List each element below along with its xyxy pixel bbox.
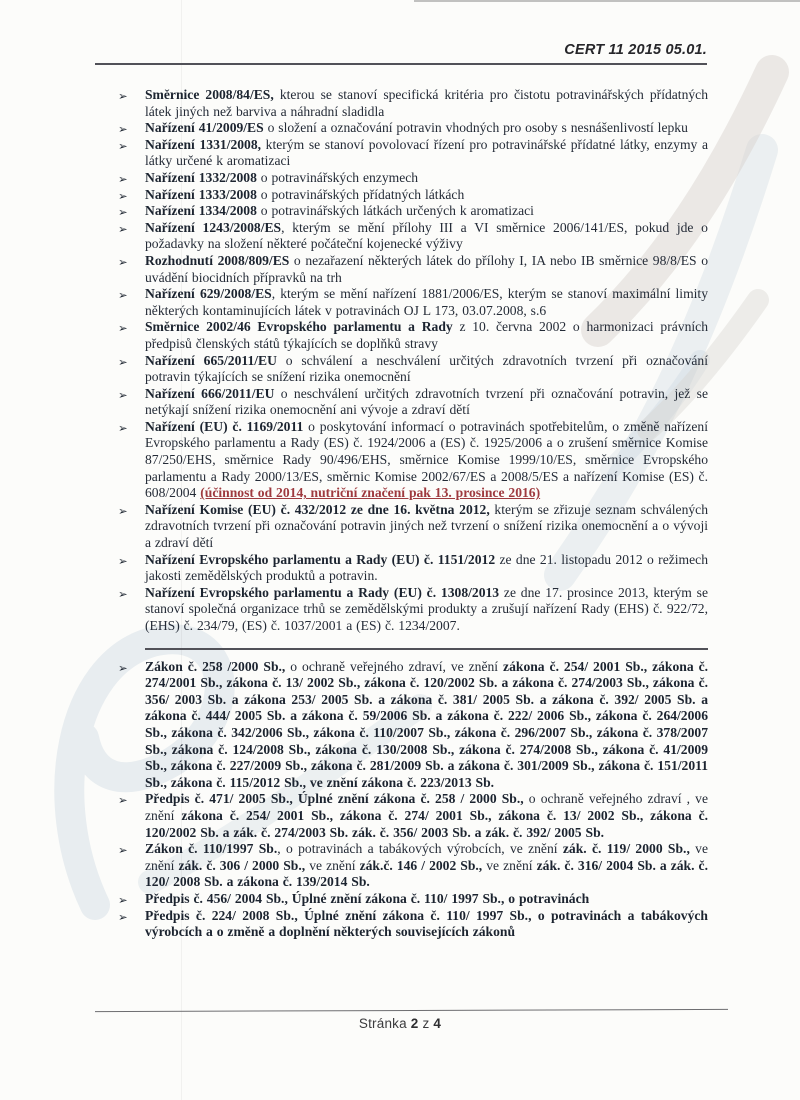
list-item: [118, 584, 708, 635]
item-text-segment: (účinnost od 2014, nutriční značení pak 13. prosince 2016): [200, 485, 541, 501]
item-text-segment: o složení a označování potravin vhodných pro osoby s nesnášenlivostí lepku: [263, 120, 688, 136]
list-item: [118, 791, 708, 841]
list-item: [118, 319, 708, 352]
item-text-segment: Zákon č. 258 /2000 Sb.,: [145, 658, 286, 674]
item-text-segment: Nařízení 1332/2008: [145, 169, 257, 185]
item-text-segment: Nařízení Komise (EU) č. 432/2012 ze dne 16. května 2012,: [145, 501, 490, 517]
item-text-segment: , kterým se mění přílohy III a VI směrnice 2006/141/ES, pokud jde o požadavky na složení některé počáteční kojenecké výživy: [145, 219, 708, 252]
item-text-segment: o schválení a neschválení určitých zdravotních tvrzení při označování potravin týkajících se snížení rizika onemocnění: [145, 352, 708, 385]
item-text-segment: Nařízení 1334/2008: [145, 203, 257, 219]
item-text-segment: zák.č. 146 / 2002 Sb.,: [359, 857, 483, 873]
list-item: [118, 501, 708, 552]
footer-total-pages: 4: [433, 1016, 442, 1031]
arrow-bullet-icon: ➢: [118, 793, 128, 808]
list-item: [118, 385, 708, 419]
list-item: [118, 658, 708, 792]
arrow-bullet-icon: ➢: [118, 188, 128, 203]
item-text-segment: Nařízení Evropského parlamentu a Rady (EU) č. 1151/2012: [145, 551, 496, 567]
item-text-segment: ve znění: [305, 857, 360, 873]
item-text-segment: Předpis č. 471/ 2005 Sb., Úplné znění zákona č. 258 / 2000 Sb.,: [145, 791, 524, 807]
item-text-segment: , kterým se mění nařízení 1881/2006/ES, kterým se stanoví maximální limity některých kontaminujících látek v potravinách OJ L 173, 03.07.2008, s.6: [145, 286, 708, 318]
item-text-segment: o nezařazení některých látek do přílohy I, IA nebo IB směrnice 98/8/ES o uvádění biocidních přípravků na trh: [145, 252, 708, 285]
list-item: [118, 352, 708, 386]
list-item: [118, 890, 708, 908]
item-text-segment: o potravinářských látkách určených k aromatizaci: [256, 203, 534, 219]
item-text-segment: , o potravinách a tabákových výrobcích, ve znění: [277, 841, 563, 857]
page-number-footer: [0, 1016, 800, 1031]
list-item: [118, 907, 708, 941]
regulation-list-eu: [118, 87, 709, 635]
item-text-segment: o ochraně veřejného zdraví, ve znění: [285, 658, 504, 674]
item-text-segment: Nařízení 665/2011/EU: [145, 352, 277, 368]
list-item: [118, 252, 708, 286]
item-text-segment: Rozhodnutí 2008/809/ES: [145, 252, 290, 268]
item-text-segment: kterou se stanoví specifická kritéria pro čistotu potravinářských přídatných látek jiných než barviva a náhradní sladidla: [145, 87, 709, 119]
item-text-segment: ve znění: [145, 841, 709, 873]
arrow-bullet-icon: ➢: [118, 321, 128, 336]
list-item: [118, 136, 708, 170]
arrow-bullet-icon: ➢: [118, 205, 128, 220]
arrow-bullet-icon: ➢: [118, 553, 128, 568]
arrow-bullet-icon: ➢: [118, 909, 128, 924]
list-item: [118, 169, 708, 187]
arrow-bullet-icon: ➢: [118, 586, 128, 601]
scan-edge-artifact: [414, 0, 800, 2]
footer-rule: [95, 1009, 728, 1012]
arrow-bullet-icon: ➢: [118, 354, 128, 369]
item-text-segment: ze dne 17. prosince 2013, kterým se stanoví společná organizace trhů se zemědělskými produkty a zrušují nařízení Rady (EHS) č. 922/72, (EHS) č. 234/79, (ES) č. 1037/2001 a (ES) č. 1234/2007.: [145, 584, 708, 633]
arrow-bullet-icon: ➢: [118, 171, 128, 186]
item-text-segment: o ochraně veřejného zdraví , ve znění: [145, 791, 708, 823]
item-text-segment: o neschválení určitých zdravotních tvrzení při označování potravin, jež se netýkají snížení rizika onemocnění ani vývoje a zdraví dětí: [145, 385, 708, 418]
arrow-bullet-icon: ➢: [118, 89, 128, 103]
item-text-segment: Nařízení 629/2008/ES: [145, 286, 272, 302]
item-text-segment: Nařízení (EU) č. 1169/2011: [145, 418, 304, 434]
arrow-bullet-icon: ➢: [118, 843, 128, 858]
item-text-segment: zák. č. 316/ 2004 Sb. a zák. č. 120/ 2008 Sb. a zákona č. 139/2014 Sb.: [145, 857, 708, 890]
item-text-segment: zákona č. 254/ 2001 Sb., zákona č. 274/ 2001 Sb., zákona č. 13/ 2002 Sb., zákona č. 120/2002 Sb. a zák. č. 274/2003 Sb. zák. č. 356/ 2003 Sb. a zák. č. 392/ 2005 Sb.: [145, 807, 708, 840]
item-text-segment: kterým se stanoví povolovací řízení pro potravinářské přídatné látky, enzymy a látky určené k aromatizaci: [145, 136, 708, 169]
item-text-segment: zák. č. 306 / 2000 Sb.,: [178, 857, 306, 873]
item-text-segment: Zákon č. 110/1997 Sb.: [145, 841, 278, 857]
item-text-segment: Nařízení 1243/2008/ES: [145, 219, 282, 235]
item-text-segment: ve znění: [482, 857, 537, 873]
item-text-segment: ze dne 21. listopadu 2012 o režimech jakosti zemědělských produktů a potravin.: [145, 551, 708, 584]
arrow-bullet-icon: ➢: [118, 420, 128, 435]
item-text-segment: kterým se zřizuje seznam schválených zdravotních tvrzení při označování potravin jiných než tvrzení o snížení rizika onemocnění a o vývoji a zdraví dětí: [145, 501, 708, 551]
item-text-segment: Nařízení 666/2011/EU: [145, 385, 275, 401]
item-text-segment: Nařízení 41/2009/ES: [145, 120, 264, 136]
arrow-bullet-icon: ➢: [118, 288, 128, 303]
list-item: [118, 120, 708, 137]
list-item: [118, 841, 709, 891]
item-text-segment: Předpis č. 456/ 2004 Sb., Úplné znění zákona č. 110/ 1997 Sb., o potravinách: [145, 890, 590, 906]
footer-of-word: z: [422, 1016, 430, 1031]
footer-label: Stránka: [358, 1016, 407, 1031]
list-item: [118, 186, 708, 204]
item-text-segment: o potravinářských přídatných látkách: [256, 186, 465, 202]
arrow-bullet-icon: ➢: [118, 660, 128, 675]
list-item: [118, 418, 708, 502]
item-text-segment: zákona č. 254/ 2001 Sb., zákona č. 274/2001 Sb., zákona č. 13/ 2002 Sb., zákona č. 120/2002 Sb. a zákona č. 274/2003 Sb., zákona č. 356/ 2003 Sb. a zákona 253/ 2005 Sb. a zákona č. 381/ 2005 Sb. a zákona č. 392/ 2005 Sb. a zákona č. 444/ 2005 Sb. a zákona č. 59/2006 Sb. a zákona č. 222/ 2006 Sb., zákona č. 264/2006 Sb., zákona č. 342/2006 Sb., zákona č. 110/2007 Sb., zákona č. 296/2007 Sb., zákona č. 378/2007 Sb., zákona č. 124/2008 Sb., zákona č. 130/2008 Sb., zákona č. 274/2008 Sb., zákona č. 41/2009 Sb., zákona č. 227/2009 Sb., zákona č. 281/2009 Sb. a zákona č. 301/2009 Sb., zákona č. 151/2011 Sb., zákona č. 115/2012 Sb., ve znění zákona č. 223/2013 Sb.: [145, 658, 708, 790]
list-item: [118, 203, 708, 220]
list-item: [118, 219, 708, 253]
arrow-bullet-icon: ➢: [118, 503, 128, 518]
arrow-bullet-icon: ➢: [118, 892, 128, 907]
list-item: [118, 286, 708, 319]
arrow-bullet-icon: ➢: [118, 221, 128, 236]
arrow-bullet-icon: ➢: [118, 254, 128, 269]
regulation-list-national: [118, 658, 709, 941]
item-text-segment: zák. č. 119/ 2000 Sb.,: [562, 841, 690, 857]
list-item: [118, 87, 709, 120]
item-text-segment: Předpis č. 224/ 2008 Sb., Úplné znění zákona č. 110/ 1997 Sb., o potravinách a tabákových výrobcích a o změně a doplnění některých souvisejících zákonů: [145, 907, 708, 940]
header-doc-code: CERT 11 2015 05.01.: [95, 42, 707, 65]
item-text-segment: o potravinářských enzymech: [256, 169, 419, 185]
document-content: [118, 87, 709, 941]
footer-current-page: 2: [410, 1016, 419, 1031]
item-text-segment: Nařízení 1333/2008: [145, 186, 257, 202]
item-text-segment: Směrnice 2002/46 Evropského parlamentu a Rady: [145, 319, 453, 335]
item-text-segment: Nařízení 1331/2008,: [145, 136, 262, 152]
arrow-bullet-icon: ➢: [118, 387, 128, 402]
arrow-bullet-icon: ➢: [118, 122, 128, 137]
section-divider: [145, 648, 708, 650]
list-item: [118, 551, 708, 585]
item-text-segment: Směrnice 2008/84/ES,: [145, 87, 274, 102]
item-text-segment: Nařízení Evropského parlamentu a Rady (EU) č. 1308/2013: [145, 584, 500, 600]
arrow-bullet-icon: ➢: [118, 138, 128, 153]
item-text-segment: o poskytování informací o potravinách spotřebitelům, o změně nařízení Evropského parlamentu a Rady (ES) č. 1924/2006 a (ES) č. 1925/2006 a o zrušení směrnice Komise 87/250/EHS, směrnice Rady 90/496/EHS, směrnice Komise 1999/10/ES, směrnice Evropského parlamentu a Rady 2000/13/ES, směrnic Komise 2002/67/ES a 2008/5/ES a nařízení Komise (ES) č. 608/2004: [145, 418, 708, 501]
item-text-segment: z 10. června 2002 o harmonizaci právních předpisů členských států týkajících se doplňků stravy: [145, 319, 708, 351]
